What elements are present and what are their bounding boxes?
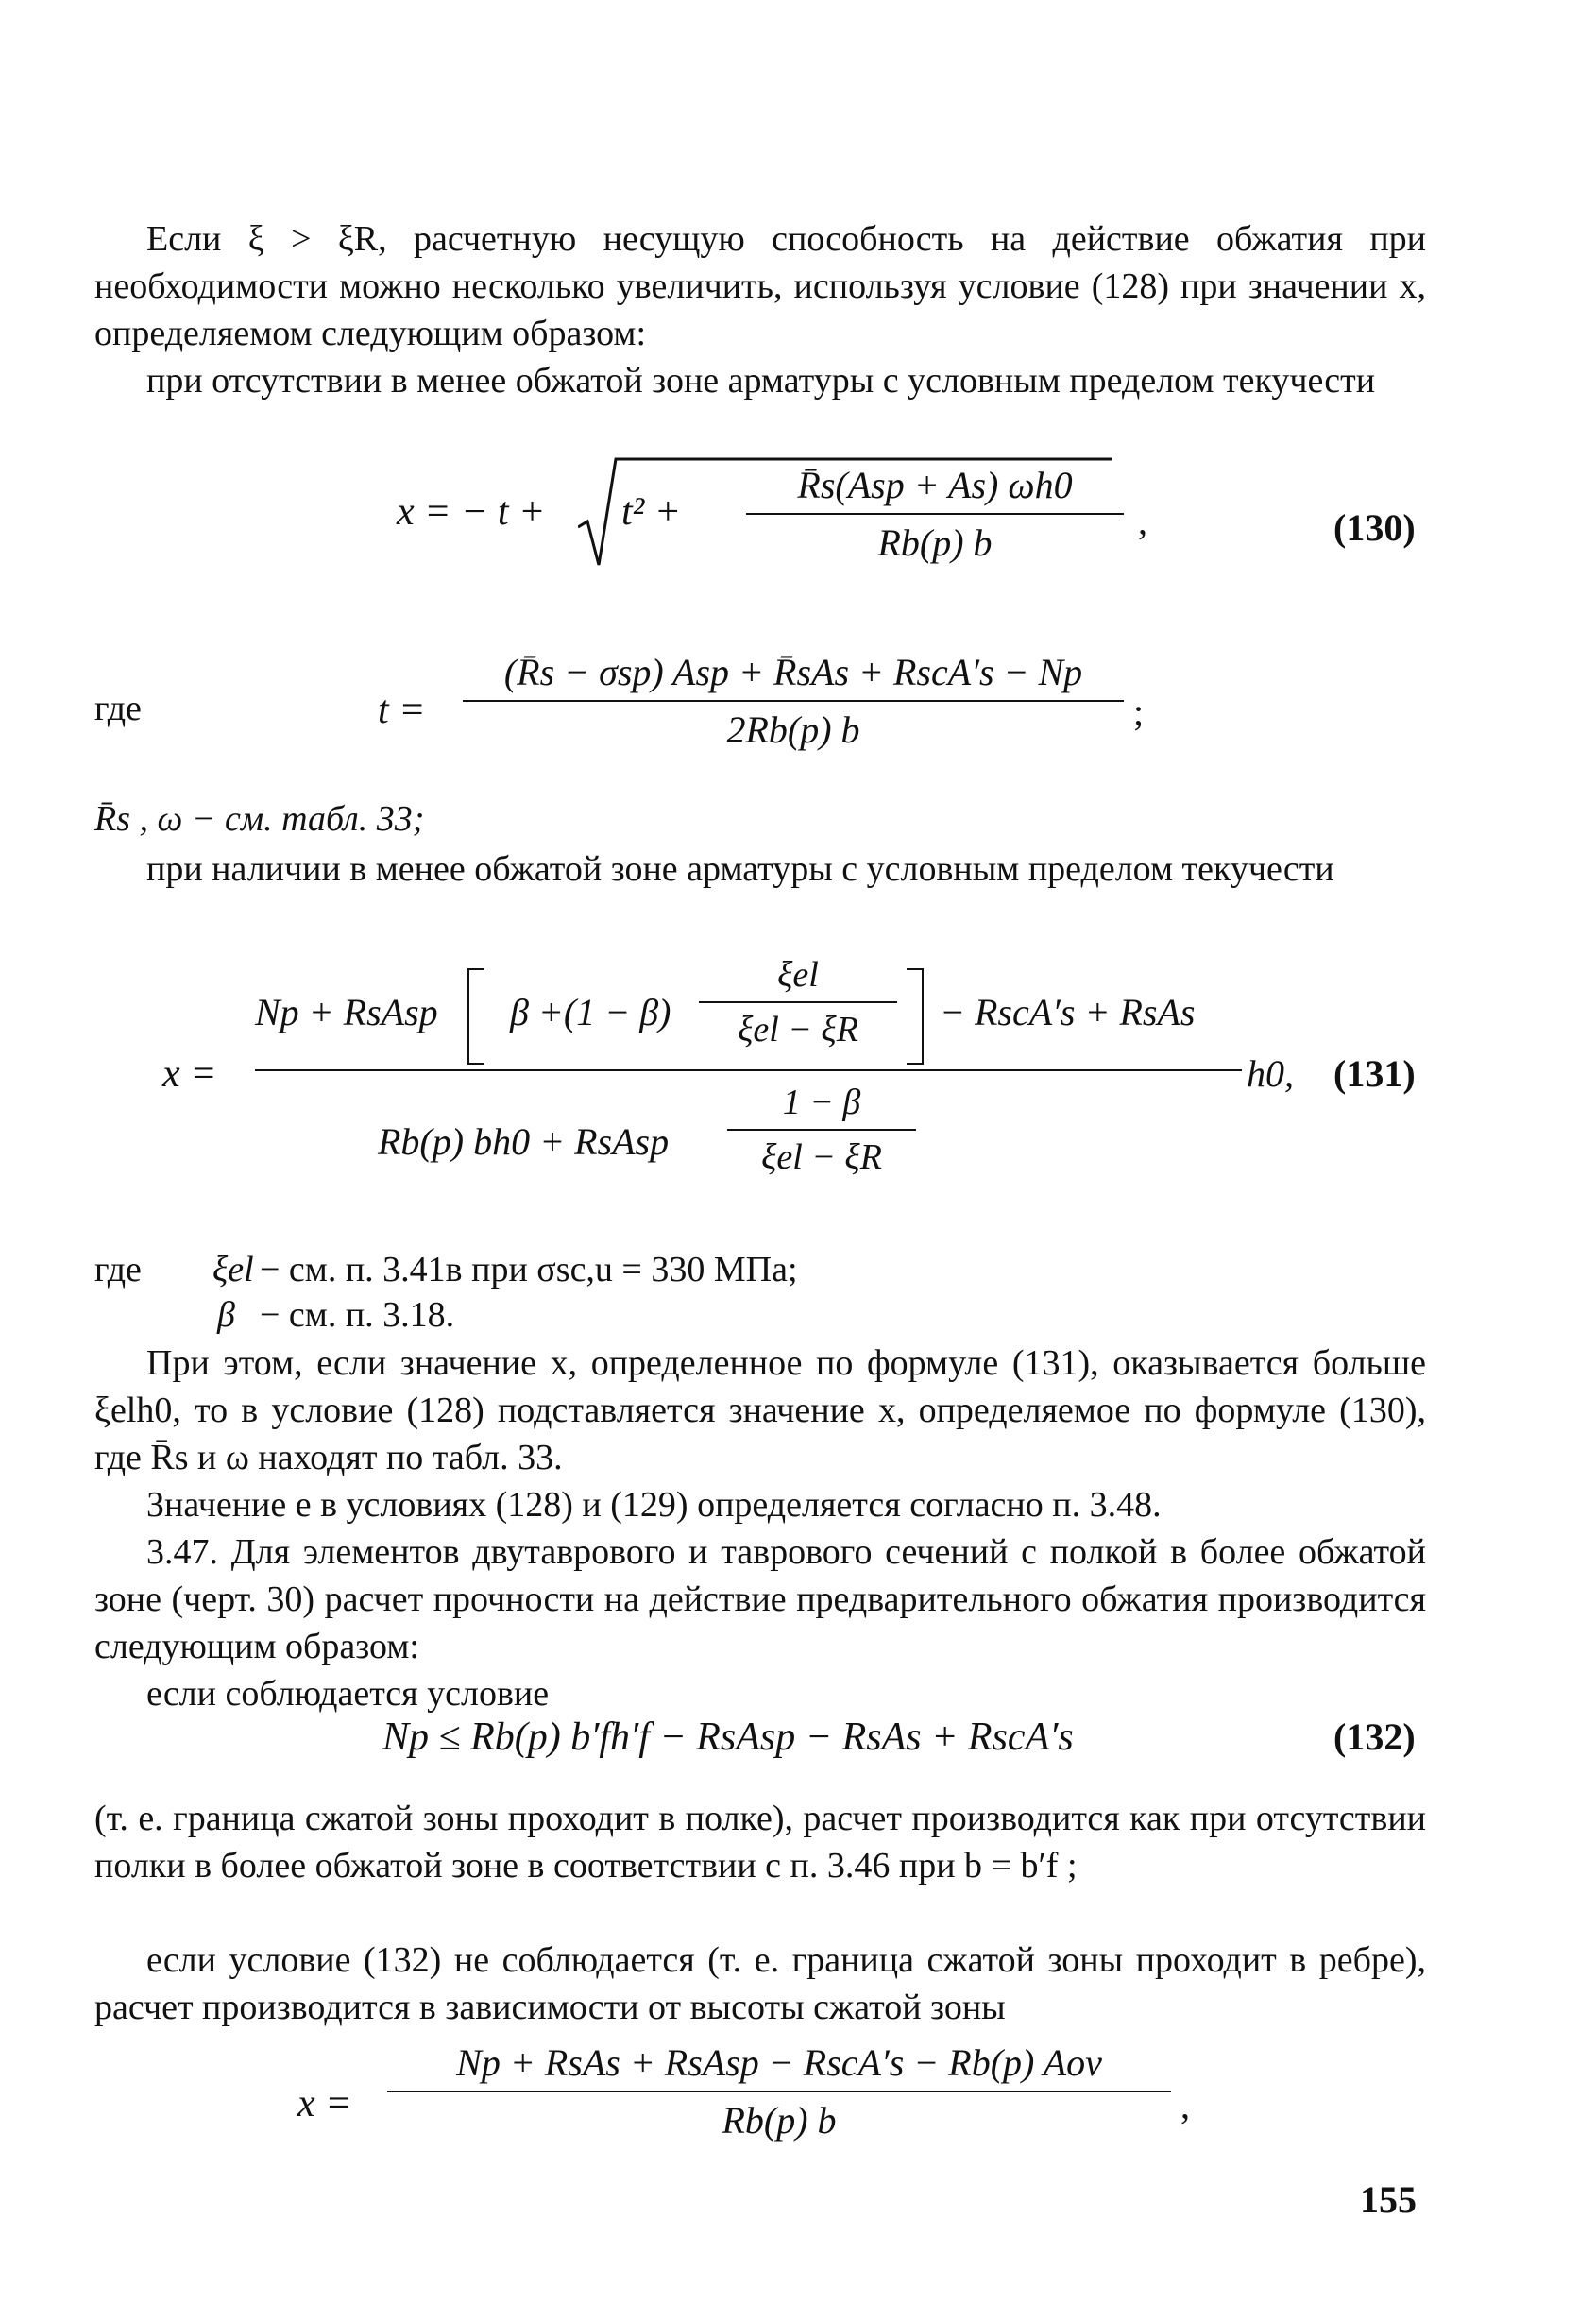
formula-132-expression: Np ≤ Rb(p) b′fh′f − RsAsp − RsAs + RscA′s [382, 1715, 1074, 1759]
formula-130-number: (130) [1333, 506, 1416, 549]
fraction-bar [463, 700, 1124, 702]
definition-xi-el-text: − см. п. 3.41в при σsc,u = 330 МПа; [260, 1250, 798, 1289]
formula-131-beta: β +(1 − β) [510, 991, 671, 1033]
definitions-where: где [94, 1250, 142, 1289]
fraction-bar [255, 1069, 1242, 1071]
formula-last-lhs: x = [297, 2082, 352, 2125]
formula-131-inner-fraction [699, 954, 897, 1050]
formula-131-denominator-fraction [727, 1082, 916, 1178]
fraction-bar [746, 513, 1124, 515]
paragraph-substitution: При этом, если значение x, определенное по формуле (131), оказывается больше ξelh0, то в условие (128) подставляется значение x, определяемое по формуле (130), где R̄s и ω находят по табл. 33. [94, 1343, 1426, 1477]
paragraph-value-e: Значение e в условиях (128) и (129) определяется согласно п. 3.48. [146, 1485, 1162, 1525]
paragraph-boundary-in-rib: если условие (132) не соблюдается (т. е. граница сжатой зоны проходит в ребре), расчет производится в зависимости от высоты сжатой зоны [94, 1940, 1426, 2027]
formula-131-number: (131) [1333, 1052, 1416, 1095]
formula-130-t2: t² + [621, 490, 682, 534]
paragraph-condition-xi: Если ξ > ξR, расчетную несущую способность на действие обжатия при необходимости можно несколько увеличить, используя условие (128) при значении x, определяемом следующим образом: [94, 219, 1426, 353]
definition-xi-el-symbol: ξel [212, 1250, 254, 1289]
right-bracket-icon [907, 968, 924, 1065]
formula-130-numerator: R̄s(Asp + As) ωh0 [797, 464, 1073, 506]
formula-last-fraction [387, 2040, 1171, 2142]
formula-131-h0: h0, [1247, 1052, 1294, 1095]
formula-131-numerator-part1: Np + RsAsp [255, 991, 438, 1033]
formula-t-semicolon: ; [1133, 691, 1145, 733]
formula-132-number: (132) [1333, 1715, 1416, 1758]
formula-131-lhs: x = [162, 1052, 217, 1096]
formula-131-one-minus-beta: 1 − β [782, 1083, 861, 1122]
fraction-bar [727, 1129, 916, 1131]
fraction-bar [699, 1001, 897, 1003]
formula-t-lhs: t = [378, 689, 426, 732]
formula-130-lhs: x = − t + [397, 490, 546, 534]
paragraph-no-reinforcement: при отсутствии в менее обжатой зоне арматуры с условным пределом текучести [146, 361, 1376, 401]
formula-131-denominator-part1: Rb(p) bh0 + RsAsp [378, 1120, 670, 1163]
formula-131-xi-el: ξel [777, 955, 819, 995]
definition-beta-text: − см. п. 3.18. [260, 1295, 455, 1335]
formula-130-fraction [746, 463, 1124, 565]
formula-130-denominator: Rb(p) b [877, 521, 993, 564]
formula-t-denominator: 2Rb(p) b [726, 708, 860, 751]
formula-t-where: где [94, 689, 142, 728]
formula-t-fraction [463, 650, 1124, 752]
formula-131-xi-diff: ξel − ξR [738, 1010, 858, 1050]
formula-131-numerator-part2: − RscA′s + RsAs [940, 991, 1196, 1033]
paragraph-boundary-in-flange: (т. е. граница сжатой зоны проходит в полке), расчет производится как при отсутствии полки в более обжатой зоне в соответствии с п. 3.46 при b = b′f ; [94, 1799, 1426, 1886]
left-bracket-icon [467, 968, 484, 1065]
paragraph-with-reinforcement: при наличии в менее обжатой зоне арматуры с условным пределом текучести [146, 849, 1334, 889]
paragraph-rs-omega: R̄s , ω − см. табл. 33; [94, 799, 425, 839]
fraction-bar [387, 2091, 1171, 2092]
paragraph-condition: если соблюдается условие [146, 1674, 550, 1714]
formula-131-denominator-xi-diff: ξel − ξR [761, 1137, 882, 1177]
paragraph-3-47: 3.47. Для элементов двутаврового и таврового сечений с полкой в более обжатой зоне (черт. 30) расчет прочности на действие предварительного обжатия производится следующим образом: [94, 1532, 1426, 1666]
formula-130-comma: , [1138, 500, 1147, 542]
page-number: 155 [1360, 2178, 1417, 2221]
formula-last-numerator: Np + RsAs + RsAsp − RscA′s − Rb(p) Aov [456, 2041, 1102, 2084]
definition-beta-symbol: β [217, 1295, 235, 1335]
formula-last-denominator: Rb(p) b [722, 2099, 837, 2142]
formula-t-numerator: (R̄s − σsp) Asp + R̄sAs + RscA′s − Np [503, 651, 1083, 693]
formula-last-comma: , [1180, 2084, 1190, 2126]
